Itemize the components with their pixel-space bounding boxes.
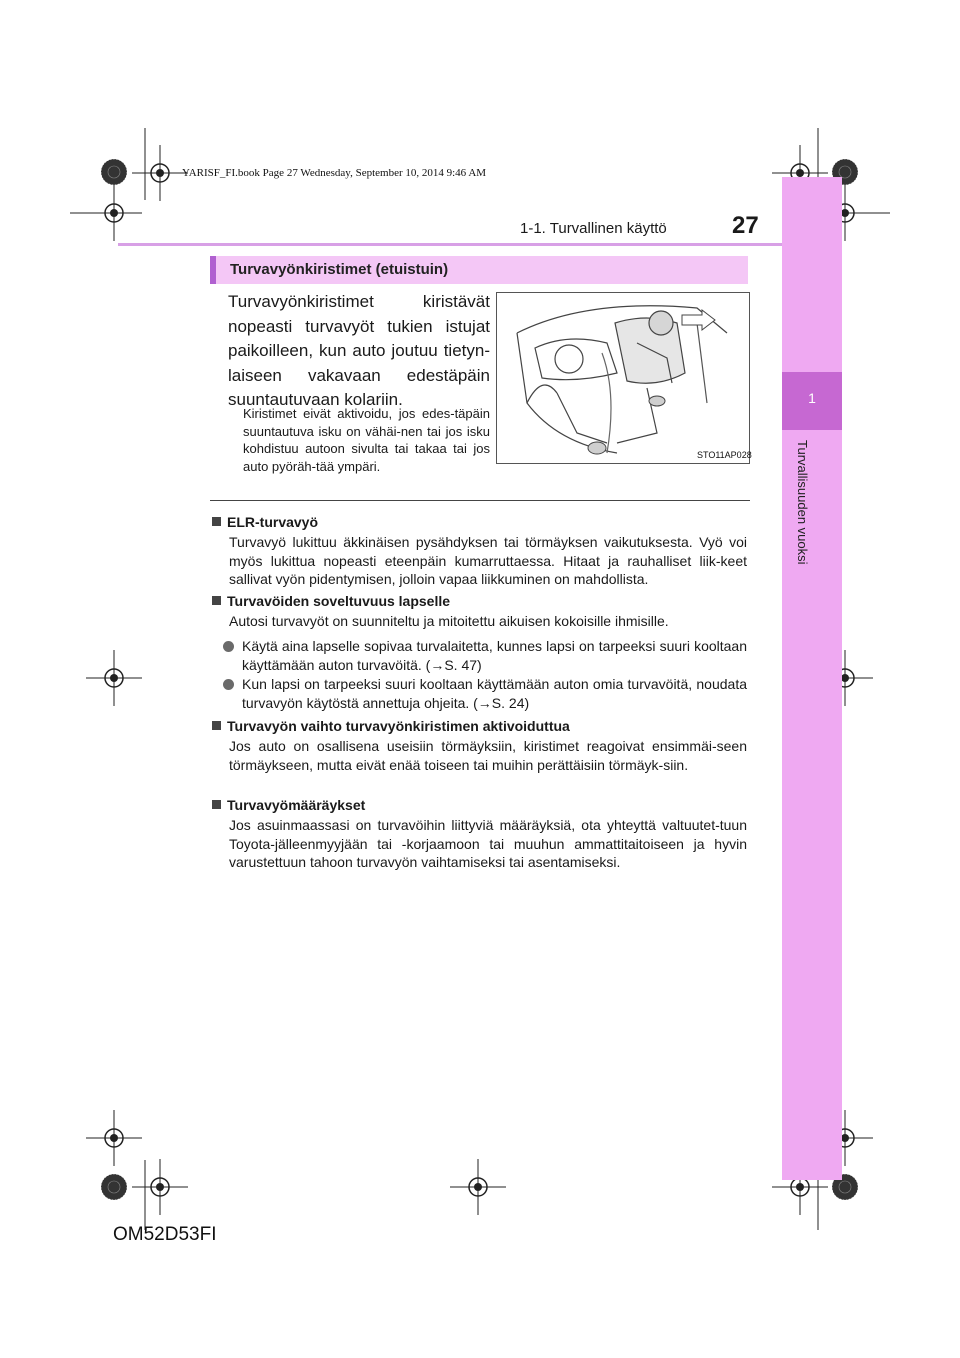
list-item (213, 637, 747, 675)
round-bullet-icon (223, 641, 234, 652)
item-heading-text: Turvavyömääräykset (227, 797, 366, 813)
intro-paragraph: Turvavyönkiristimet kiristävät nopeasti turvavyöt tukien istujat paikoilleen, kun auto joutuu tietyn-laiseen vakavaan edestäpäin suuntautuvaan kolariin. (228, 292, 490, 409)
figure-code: STO11AP028 (697, 450, 752, 460)
item-body-regulations: Jos asuinmaassasi on turvavöihin liittyviä määräyksiä, ota yhteyttä valtuutet-tuun Toyota-jälleenmyyjään tai -korjaamoon tai muuhun ammattitaitoiseen ja hyvin varustettuun tahoon turvavyön vaihtamiseksi tai asentamiseksi. (229, 817, 747, 870)
book-stamp: YARISF_FI.book Page 27 Wednesday, September 10, 2014 9:46 AM (182, 167, 487, 179)
round-bullet-icon (223, 679, 234, 690)
item-heading-child (212, 593, 752, 609)
header-rule (118, 243, 782, 246)
section-heading (210, 256, 748, 284)
chapter-title: Turvallisuuden vuoksi (795, 440, 810, 565)
item-heading-text: Turvavyön vaihto turvavyönkiristimen aktivoiduttua (227, 718, 570, 734)
item-body-child: Autosi turvavyöt on suunniteltu ja mitoitettu aikuisen kokoisille ihmisille. (229, 613, 669, 629)
item-body-replacement: Jos auto on osallisena useisiin törmäyksiin, kiristimet reagoivat ensimmäi-seen törmäykseen, mutta eivät enää toiseen tai muihin perättäisiin törmäyk-siin. (229, 738, 747, 773)
item-body-elr: Turvavyö lukittuu äkkinäisen pysähdyksen tai törmäyksen vaikutuksesta. Vyö voi myös lukittua nopeasti eteenpäin kumarruttaessa. Hitaat ja rauhalliset liik-keet sallivat vyön pidentymisen, jolloin vapaa liikkuminen on mahdollista. (229, 534, 747, 587)
list-item-text: Käytä aina lapselle sopivaa turvalaitetta, kunnes lapsi on tarpeeksi suuri kooltaan käyttämään auton turvavöitä. (→S. 47) (242, 638, 747, 673)
square-bullet-icon (212, 721, 221, 730)
item-heading-replacement (212, 718, 752, 734)
chapter-number: 1 (808, 390, 816, 406)
section-heading-text: Turvavyönkiristimet (etuistuin) (230, 261, 449, 278)
square-bullet-icon (212, 596, 221, 605)
section-divider (210, 500, 750, 501)
item-heading-text: ELR-turvavyö (227, 514, 319, 530)
item-heading-text: Turvavöiden soveltuvuus lapselle (227, 593, 451, 609)
header-section-title: 1-1. Turvallinen käyttö (520, 220, 667, 237)
item-heading-regulations (212, 797, 752, 813)
item-heading-elr (212, 514, 752, 530)
chapter-sidebar (782, 177, 842, 1180)
square-bullet-icon (212, 800, 221, 809)
list-item (213, 675, 747, 713)
document-code: OM52D53FI (113, 1224, 217, 1245)
car-interior-drawing (497, 293, 749, 463)
list-item-text: Kun lapsi on tarpeeksi suuri kooltaan käyttämään auton omia turvavöitä, noudata turvavyön käytöstä annettuja ohjeita. (→S. 24) (242, 676, 747, 711)
page-number: 27 (732, 212, 759, 239)
intro-note: Kiristimet eivät aktivoidu, jos edes-täpäin suuntautuva isku on vähäi-nen tai jos isku kohdistuu autoon sivulta tai takaa tai jos auto pyöräh-tää ympäri. (243, 406, 490, 474)
seatbelt-pretensioner-illustration (496, 292, 750, 464)
square-bullet-icon (212, 517, 221, 526)
